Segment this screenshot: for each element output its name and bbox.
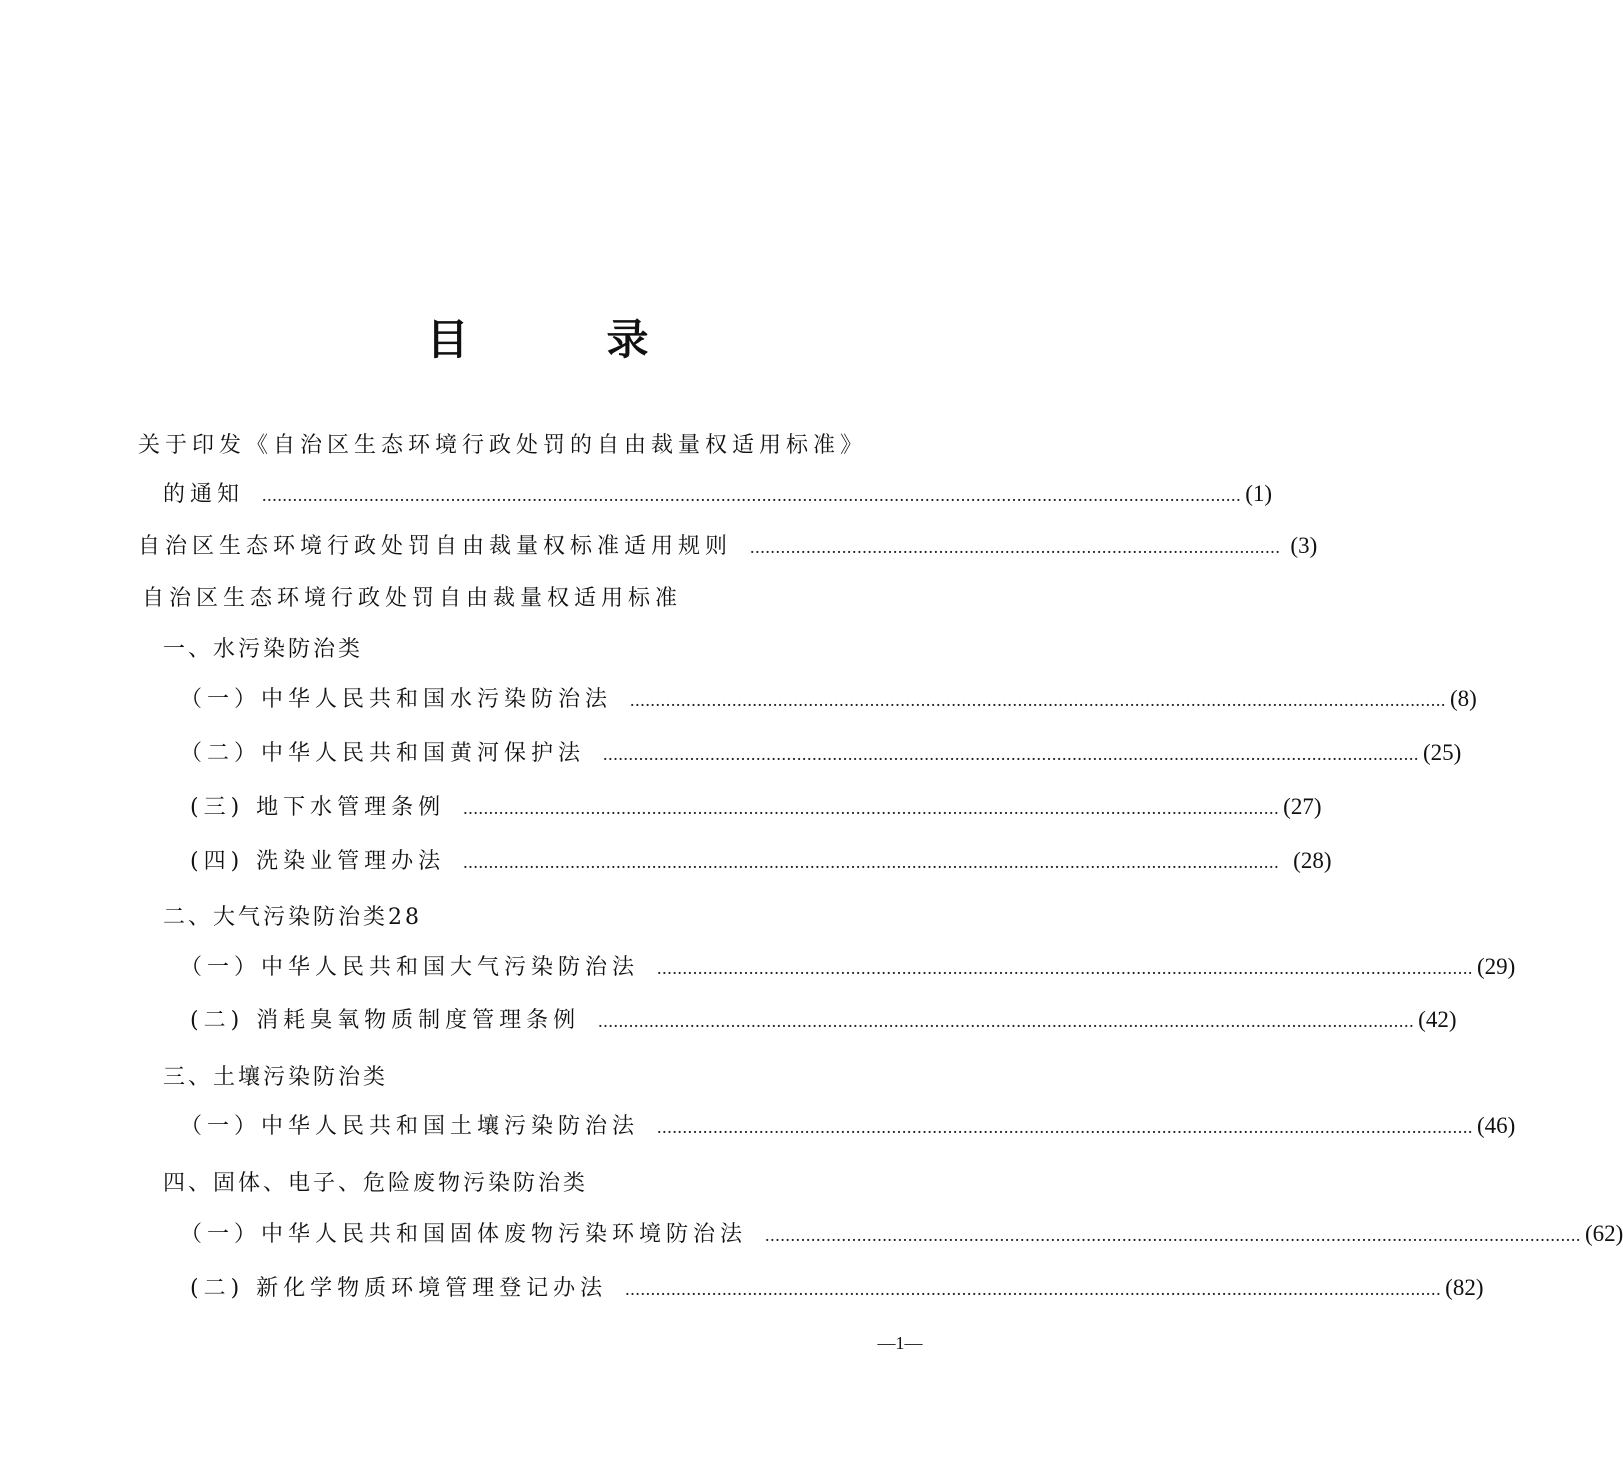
page-number: (27) [1283, 794, 1322, 819]
page-number: (42) [1418, 1007, 1457, 1032]
page-number: (1) [1245, 481, 1273, 506]
dot-leader: ................................................................................................................................................................ [463, 798, 1280, 818]
toc-entry-solid-waste-law[interactable] [180, 1218, 1623, 1251]
toc-entry-label: (二) 消耗臭氧物质制度管理条例 [190, 1008, 581, 1033]
toc-entry-standard[interactable] [142, 583, 922, 615]
toc-entry-label: （一）中华人民共和国固体废物污染环境防治法 [180, 1222, 748, 1247]
dot-leader: ................................................................................................................................................................ [463, 852, 1280, 872]
toc-entry-label: (二) 新化学物质环境管理登记办法 [190, 1276, 608, 1301]
dot-leader: ................................................................................................................................................................................................ [262, 485, 1242, 505]
dot-leader: ................................................................................................................................................................ [657, 958, 1474, 978]
dot-leader: ................................................................................................................................................................ [657, 1117, 1474, 1137]
toc-category-label: 三、土壤污染防治类 [163, 1065, 389, 1090]
dot-leader: ................................................................................................................................................................ [765, 1225, 1582, 1245]
toc-entry-label: （二）中华人民共和国黄河保护法 [180, 741, 586, 766]
toc-entry-notice-line1[interactable] [138, 430, 938, 462]
footer-page-number: —1— [877, 1333, 923, 1353]
toc-entry-new-chemicals[interactable] [190, 1272, 1484, 1305]
toc-entry-ozone[interactable] [190, 1004, 1457, 1037]
dot-leader: ................................................................................................................................................................ [603, 744, 1420, 764]
dot-leader: ........................................................................................................ [750, 537, 1281, 557]
toc-entry-soil-law[interactable] [180, 1110, 1516, 1143]
toc-category-label: 四、固体、电子、危险废物污染防治类 [163, 1171, 589, 1196]
dot-leader: ................................................................................................................................................................ [630, 690, 1447, 710]
page-number: (29) [1477, 954, 1516, 979]
toc-entry-label: （一）中华人民共和国土壤污染防治法 [180, 1114, 640, 1139]
toc-entry-yellow-river-law[interactable] [180, 737, 1462, 770]
toc-category-air[interactable] [163, 902, 923, 934]
toc-entry-notice[interactable] [163, 478, 1273, 511]
dot-leader: ................................................................................................................................................................ [598, 1011, 1415, 1031]
page-number: (3) [1290, 533, 1318, 558]
toc-entry-label: （一）中华人民共和国水污染防治法 [180, 687, 613, 712]
page-title: 目 录 [426, 315, 697, 364]
toc-entry-label: 关于印发《自治区生态环境行政处罚的自由裁量权适用标准》 [138, 433, 868, 458]
toc-entry-label: 自治区生态环境行政处罚自由裁量权标准适用规则 [138, 534, 733, 559]
toc-category-label: 二、大气污染防治类28 [163, 905, 422, 930]
toc-category-label: 一、水污染防治类 [163, 637, 364, 662]
toc-entry-groundwater[interactable] [190, 791, 1322, 824]
page-number: (82) [1445, 1275, 1484, 1300]
toc-category-waste[interactable] [163, 1168, 923, 1200]
toc-category-water[interactable] [163, 634, 923, 666]
dot-leader: ................................................................................................................................................................ [625, 1279, 1442, 1299]
toc-entry-rules[interactable] [138, 530, 1318, 563]
page-number: (28) [1293, 848, 1332, 873]
page-number: (62) [1585, 1221, 1623, 1246]
toc-category-soil[interactable] [163, 1062, 923, 1094]
toc-entry-air-law[interactable] [180, 951, 1516, 984]
toc-entry-dyeing[interactable] [190, 845, 1332, 878]
toc-entry-label: 自治区生态环境行政处罚自由裁量权适用标准 [142, 586, 683, 611]
toc-entry-label: (三) 地下水管理条例 [190, 795, 446, 820]
toc-entry-label: 的通知 [163, 482, 245, 507]
toc-entry-water-law[interactable] [180, 683, 1477, 716]
page-number: (46) [1477, 1113, 1516, 1138]
toc-entry-label: (四) 洗染业管理办法 [190, 849, 446, 874]
page-number: (25) [1423, 740, 1462, 765]
page-number: (8) [1450, 686, 1477, 711]
toc-entry-label: （一）中华人民共和国大气污染防治法 [180, 955, 640, 980]
